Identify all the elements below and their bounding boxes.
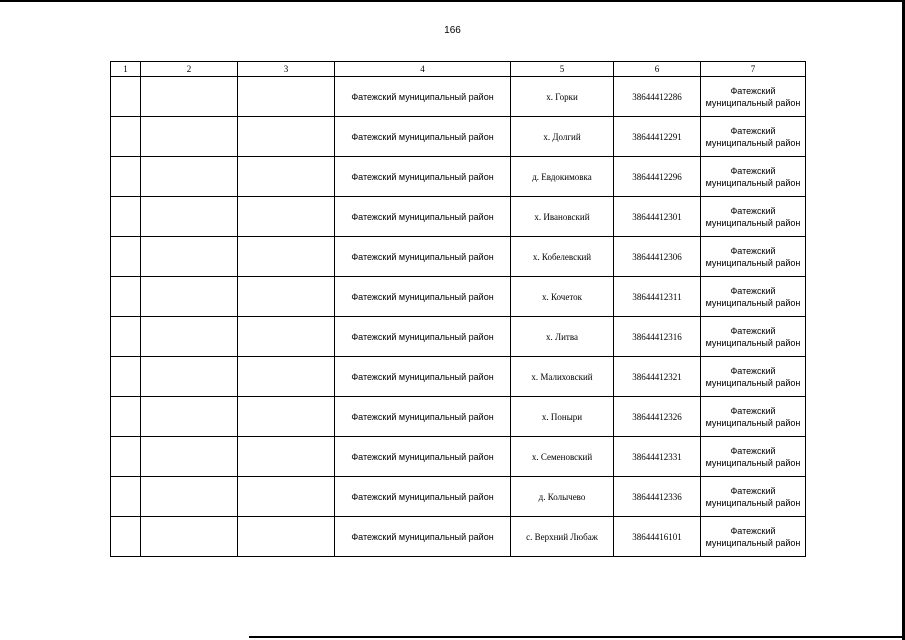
cell-municipality: Фатежский муниципальный район	[335, 477, 511, 517]
cell-oktmo-code: 38644412316	[614, 317, 701, 357]
cell-col2	[141, 357, 238, 397]
cell-number	[111, 197, 141, 237]
cell-settlement: х. Семеновский	[511, 437, 614, 477]
cell-col2	[141, 517, 238, 557]
cell-col3	[238, 77, 335, 117]
table-row	[111, 517, 806, 557]
cell-col2	[141, 477, 238, 517]
cell-number	[111, 517, 141, 557]
cell-col3	[238, 157, 335, 197]
cell-oktmo-code: 38644412326	[614, 397, 701, 437]
data-table	[110, 61, 806, 557]
cell-col3	[238, 437, 335, 477]
cell-settlement: х. Кобелевский	[511, 237, 614, 277]
cell-settlement: х. Горки	[511, 77, 614, 117]
cell-settlement: х. Кочеток	[511, 277, 614, 317]
cell-col2	[141, 77, 238, 117]
column-header: 6	[614, 62, 701, 77]
cell-municipality: Фатежский муниципальный район	[335, 117, 511, 157]
scan-border-bottom	[249, 636, 905, 638]
cell-municipality: Фатежский муниципальный район	[335, 317, 511, 357]
cell-oktmo-code: 38644412321	[614, 357, 701, 397]
table-row	[111, 317, 806, 357]
cell-district: Фатежский муниципальный район	[701, 517, 806, 557]
cell-settlement: х. Ивановский	[511, 197, 614, 237]
cell-municipality: Фатежский муниципальный район	[335, 437, 511, 477]
cell-number	[111, 437, 141, 477]
cell-municipality: Фатежский муниципальный район	[335, 357, 511, 397]
cell-district: Фатежский муниципальный район	[701, 357, 806, 397]
cell-district: Фатежский муниципальный район	[701, 157, 806, 197]
cell-district: Фатежский муниципальный район	[701, 477, 806, 517]
cell-settlement: д. Евдокимовка	[511, 157, 614, 197]
cell-number	[111, 117, 141, 157]
cell-number	[111, 357, 141, 397]
scan-border-top	[0, 0, 905, 2]
cell-col2	[141, 437, 238, 477]
cell-settlement: х. Литва	[511, 317, 614, 357]
cell-municipality: Фатежский муниципальный район	[335, 77, 511, 117]
cell-oktmo-code: 38644412301	[614, 197, 701, 237]
cell-oktmo-code: 38644412296	[614, 157, 701, 197]
column-header: 5	[511, 62, 614, 77]
cell-col3	[238, 357, 335, 397]
cell-number	[111, 397, 141, 437]
page-number: 166	[444, 25, 461, 36]
cell-oktmo-code: 38644412286	[614, 77, 701, 117]
cell-number	[111, 157, 141, 197]
cell-oktmo-code: 38644412306	[614, 237, 701, 277]
table-row	[111, 197, 806, 237]
cell-number	[111, 317, 141, 357]
cell-col2	[141, 197, 238, 237]
column-header: 2	[141, 62, 238, 77]
cell-settlement: х. Долгий	[511, 117, 614, 157]
table-row	[111, 437, 806, 477]
column-header: 3	[238, 62, 335, 77]
cell-district: Фатежский муниципальный район	[701, 237, 806, 277]
table-row	[111, 237, 806, 277]
cell-district: Фатежский муниципальный район	[701, 117, 806, 157]
column-header: 1	[111, 62, 141, 77]
cell-number	[111, 237, 141, 277]
cell-col2	[141, 237, 238, 277]
cell-number	[111, 277, 141, 317]
cell-municipality: Фатежский муниципальный район	[335, 197, 511, 237]
cell-municipality: Фатежский муниципальный район	[335, 277, 511, 317]
cell-col2	[141, 397, 238, 437]
cell-oktmo-code: 38644412331	[614, 437, 701, 477]
cell-col3	[238, 117, 335, 157]
table-row	[111, 117, 806, 157]
cell-municipality: Фатежский муниципальный район	[335, 237, 511, 277]
table-row	[111, 277, 806, 317]
cell-municipality: Фатежский муниципальный район	[335, 157, 511, 197]
cell-col2	[141, 157, 238, 197]
table-row	[111, 157, 806, 197]
table-header-row	[111, 62, 806, 77]
cell-district: Фатежский муниципальный район	[701, 277, 806, 317]
cell-col2	[141, 317, 238, 357]
cell-number	[111, 77, 141, 117]
cell-district: Фатежский муниципальный район	[701, 317, 806, 357]
cell-district: Фатежский муниципальный район	[701, 197, 806, 237]
cell-col3	[238, 397, 335, 437]
table-row	[111, 397, 806, 437]
cell-district: Фатежский муниципальный район	[701, 77, 806, 117]
table-row	[111, 477, 806, 517]
cell-col3	[238, 237, 335, 277]
cell-settlement: х. Малиховский	[511, 357, 614, 397]
cell-col3	[238, 477, 335, 517]
cell-col2	[141, 117, 238, 157]
cell-col2	[141, 277, 238, 317]
table-row	[111, 77, 806, 117]
cell-oktmo-code: 38644412311	[614, 277, 701, 317]
cell-oktmo-code: 38644412291	[614, 117, 701, 157]
cell-oktmo-code: 38644416101	[614, 517, 701, 557]
table-body	[111, 77, 806, 557]
table-row	[111, 357, 806, 397]
cell-col3	[238, 317, 335, 357]
cell-col3	[238, 197, 335, 237]
cell-municipality: Фатежский муниципальный район	[335, 517, 511, 557]
column-header: 4	[335, 62, 511, 77]
cell-settlement: х. Поныри	[511, 397, 614, 437]
cell-settlement: с. Верхний Любаж	[511, 517, 614, 557]
cell-col3	[238, 277, 335, 317]
cell-district: Фатежский муниципальный район	[701, 397, 806, 437]
cell-settlement: д. Колычево	[511, 477, 614, 517]
cell-district: Фатежский муниципальный район	[701, 437, 806, 477]
cell-oktmo-code: 38644412336	[614, 477, 701, 517]
cell-number	[111, 477, 141, 517]
column-header: 7	[701, 62, 806, 77]
cell-municipality: Фатежский муниципальный район	[335, 397, 511, 437]
cell-col3	[238, 517, 335, 557]
